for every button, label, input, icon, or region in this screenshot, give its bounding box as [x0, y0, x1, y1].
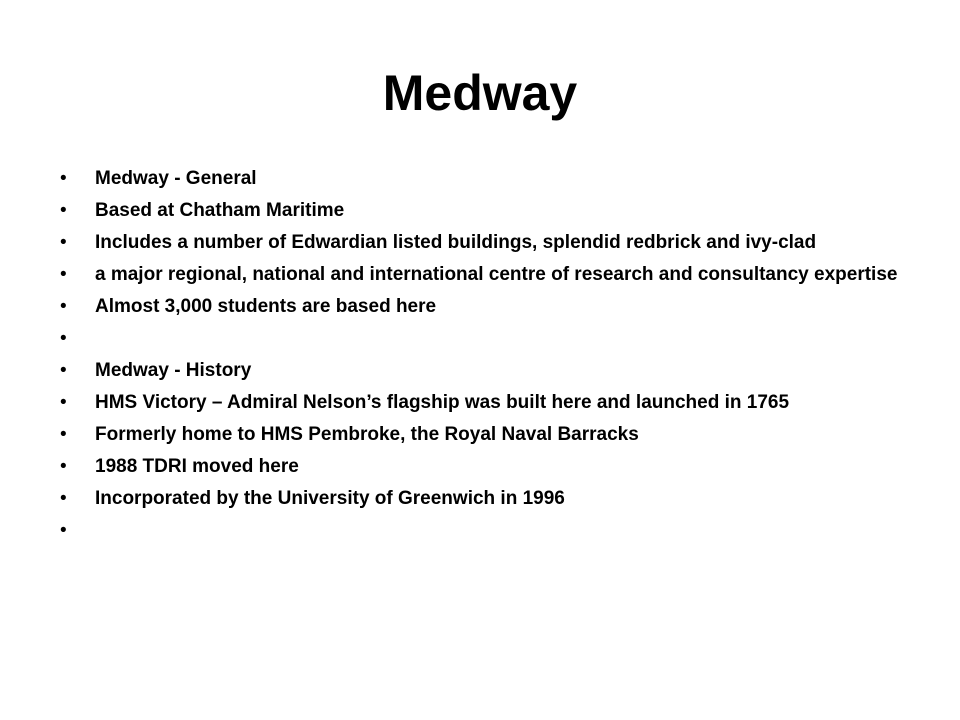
bullet-text: Almost 3,000 students are based here — [95, 296, 437, 317]
bullet-item-empty — [60, 328, 900, 350]
bullet-item-empty — [60, 520, 900, 542]
bullet-text: Medway - General — [95, 168, 257, 189]
bullet-icon: • — [60, 488, 67, 509]
bullet-icon: • — [60, 392, 67, 413]
bullet-icon: • — [60, 456, 67, 477]
bullet-icon: • — [60, 296, 67, 317]
bullet-icon: • — [60, 424, 67, 445]
bullet-text: 1988 TDRI moved here — [95, 456, 299, 477]
bullet-item — [60, 296, 900, 318]
bullet-item — [60, 168, 900, 190]
bullet-icon: • — [60, 200, 67, 221]
bullet-text: HMS Victory – Admiral Nelson’s flagship was built here and launched in 1765 — [95, 392, 790, 413]
bullet-item — [60, 200, 900, 222]
bullet-text: Medway - History — [95, 360, 252, 381]
bullet-icon: • — [60, 232, 67, 253]
bullet-item — [60, 488, 900, 510]
bullet-icon: • — [60, 264, 67, 285]
bullet-icon: • — [60, 168, 67, 189]
bullet-text: Includes a number of Edwardian listed buildings, splendid redbrick and ivy-clad — [95, 232, 817, 253]
bullet-item — [60, 360, 900, 382]
bullet-item — [60, 392, 900, 414]
bullet-text: Based at Chatham Maritime — [95, 200, 345, 221]
bullet-icon: • — [60, 328, 67, 349]
bullet-item — [60, 264, 900, 286]
bullet-item — [60, 232, 900, 254]
bullet-list — [60, 168, 900, 552]
bullet-text: Incorporated by the University of Greenwich in 1996 — [95, 488, 565, 509]
bullet-text: a major regional, national and international centre of research and consultancy expertise — [95, 264, 898, 285]
bullet-item — [60, 456, 900, 478]
bullet-icon: • — [60, 360, 67, 381]
bullet-icon: • — [60, 520, 67, 541]
bullet-text: Formerly home to HMS Pembroke, the Royal Naval Barracks — [95, 424, 639, 445]
slide-title: Medway — [382, 65, 578, 121]
bullet-item — [60, 424, 900, 446]
